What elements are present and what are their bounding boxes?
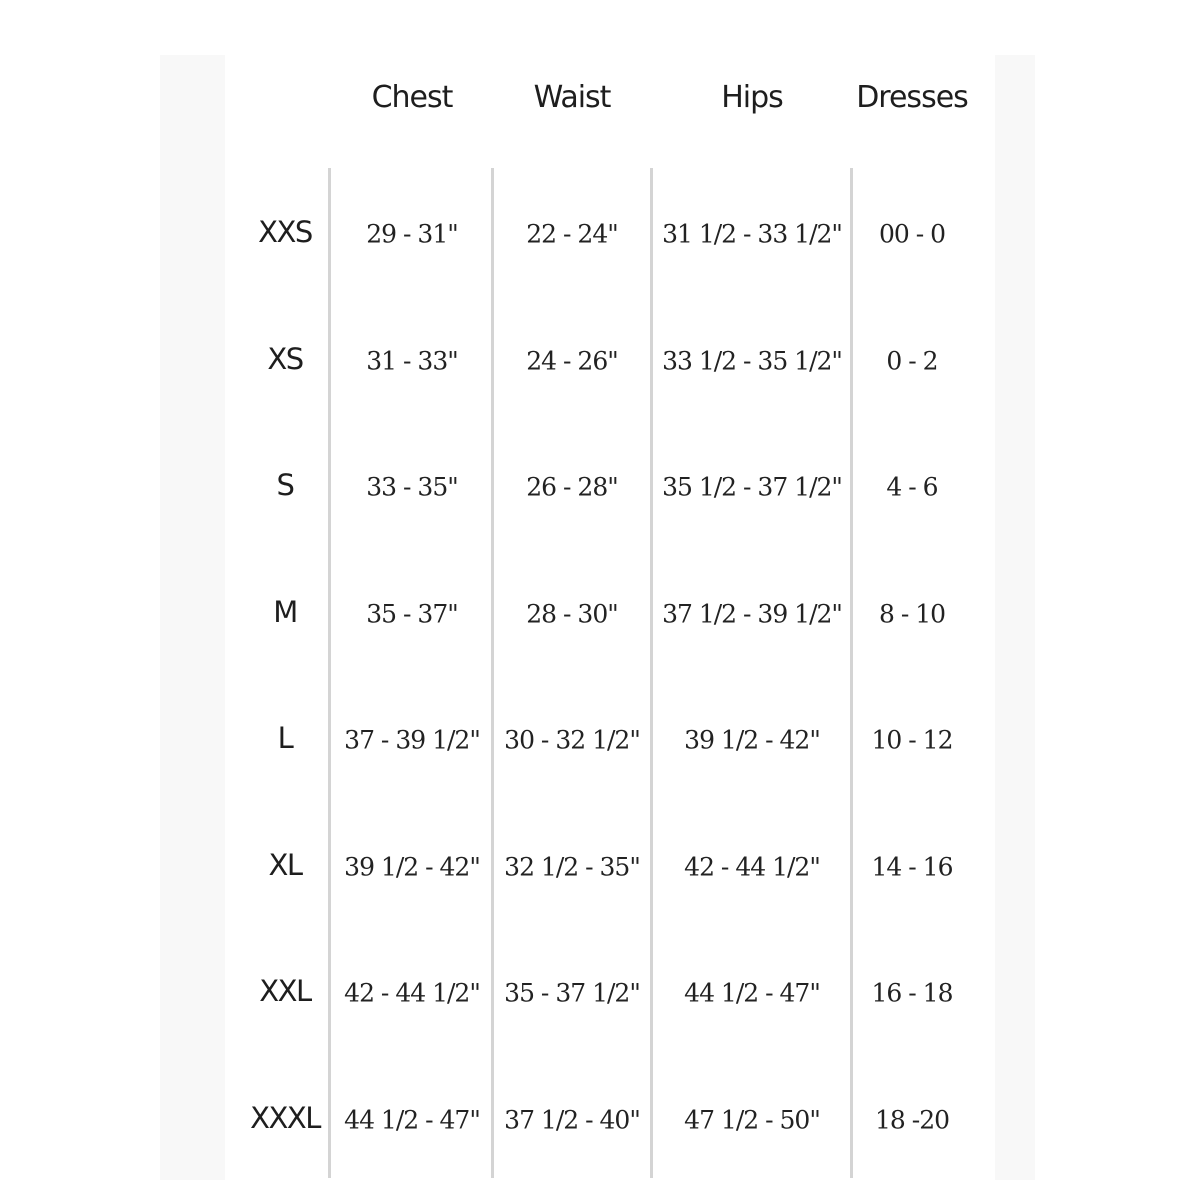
cell-dresses: 16 - 18 xyxy=(871,978,953,1008)
cell-dresses: 0 - 2 xyxy=(886,346,938,375)
cell-waist: 22 - 24" xyxy=(526,219,618,249)
column-divider xyxy=(328,168,331,1178)
cell-waist: 26 - 28" xyxy=(526,472,618,502)
cell-hips: 31 1/2 - 33 1/2" xyxy=(662,219,842,249)
cell-hips: 33 1/2 - 35 1/2" xyxy=(662,346,842,375)
cell-waist: 24 - 26" xyxy=(526,346,618,375)
cell-hips: 42 - 44 1/2" xyxy=(684,852,820,881)
size-label: XXL xyxy=(259,974,311,1008)
cell-waist: 30 - 32 1/2" xyxy=(504,725,640,755)
column-divider xyxy=(650,168,653,1178)
cell-hips: 37 1/2 - 39 1/2" xyxy=(662,599,842,628)
cell-chest: 31 - 33" xyxy=(366,346,458,375)
cell-chest: 29 - 31" xyxy=(366,219,458,249)
size-label: L xyxy=(277,721,293,755)
cell-waist: 37 1/2 - 40" xyxy=(504,1105,640,1134)
cell-chest: 39 1/2 - 42" xyxy=(344,852,480,881)
cell-hips: 39 1/2 - 42" xyxy=(684,725,820,755)
cell-dresses: 8 - 10 xyxy=(878,599,946,628)
cell-waist: 32 1/2 - 35" xyxy=(504,852,640,881)
cell-chest: 42 - 44 1/2" xyxy=(344,978,480,1008)
cell-hips: 47 1/2 - 50" xyxy=(684,1105,820,1134)
cell-waist: 35 - 37 1/2" xyxy=(504,978,640,1008)
right-side-strip xyxy=(995,55,1035,1180)
left-side-strip xyxy=(160,55,225,1180)
cell-hips: 44 1/2 - 47" xyxy=(684,978,820,1008)
column-divider xyxy=(850,168,853,1178)
header-chest: Chest xyxy=(371,80,453,115)
size-label: XL xyxy=(268,847,302,882)
header-hips: Hips xyxy=(721,80,783,115)
size-label: XXXL xyxy=(250,1100,320,1135)
column-divider xyxy=(491,168,494,1178)
cell-chest: 37 - 39 1/2" xyxy=(344,725,480,755)
cell-chest: 33 - 35" xyxy=(366,472,458,502)
cell-chest: 35 - 37" xyxy=(366,599,458,628)
cell-dresses: 10 - 12 xyxy=(871,725,953,755)
cell-dresses: 00 - 0 xyxy=(878,219,946,249)
cell-waist: 28 - 30" xyxy=(526,599,618,628)
cell-dresses: 18 -20 xyxy=(874,1105,950,1134)
cell-chest: 44 1/2 - 47" xyxy=(344,1105,480,1134)
cell-hips: 35 1/2 - 37 1/2" xyxy=(662,472,842,502)
size-label: M xyxy=(273,594,297,629)
cell-dresses: 14 - 16 xyxy=(871,852,953,881)
header-waist: Waist xyxy=(533,80,611,115)
header-dresses: Dresses xyxy=(856,80,968,115)
size-label: XS xyxy=(267,341,303,376)
size-label: XXS xyxy=(258,215,312,249)
size-label: S xyxy=(276,468,294,502)
cell-dresses: 4 - 6 xyxy=(886,472,938,502)
